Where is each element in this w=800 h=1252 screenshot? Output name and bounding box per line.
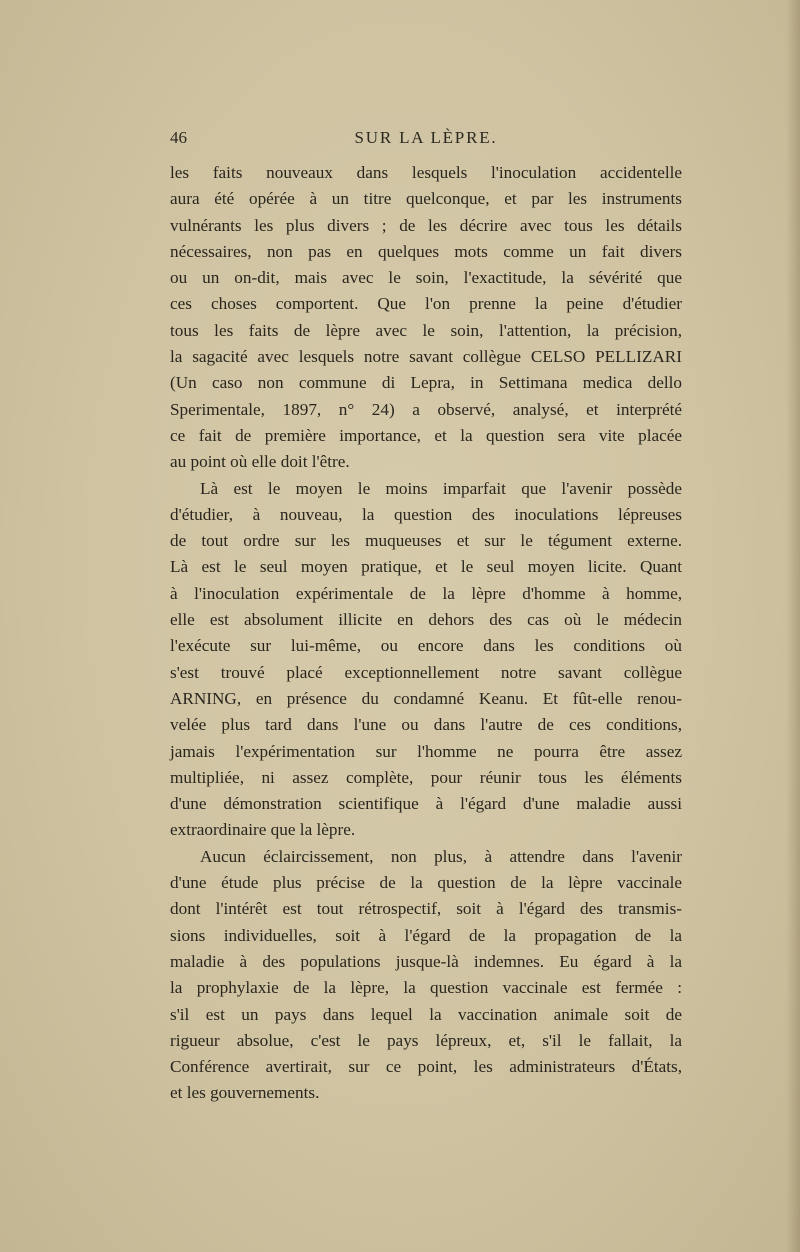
page-number: 46: [170, 128, 187, 147]
text-line: de tout ordre sur les muqueuses et sur le tégument externe.: [170, 531, 682, 551]
text-line: Là est le moyen le moins imparfait que l'avenir possède: [200, 478, 682, 498]
text-line: sions individuelles, soit à l'égard de la propagation de la: [170, 925, 682, 945]
text-line: elle est absolument illicite en dehors des cas où le médecin: [170, 610, 682, 630]
text-line: dont l'intérêt est tout rétrospectif, soit à l'égard des transmis-: [170, 899, 682, 919]
text-line: ou un on-dit, mais avec le soin, l'exactitude, la sévérité que: [170, 268, 682, 288]
text-line: multipliée, ni assez complète, pour réunir tous les éléments: [170, 767, 682, 787]
text-line: nécessaires, non pas en quelques mots comme un fait divers: [170, 241, 682, 261]
text-line: ce fait de première importance, et la question sera vite placée: [170, 425, 682, 445]
page-edge-shadow: [786, 0, 800, 1252]
text-line: à l'inoculation expérimentale de la lèpre d'homme à homme,: [170, 583, 682, 603]
text-line: rigueur absolue, c'est le pays lépreux, et, s'il le fallait, la: [170, 1030, 682, 1050]
text-line: extraordinaire que la lèpre.: [170, 820, 356, 840]
page-header: [170, 128, 682, 152]
text-line: au point où elle doit l'être.: [170, 452, 350, 472]
text-line: la prophylaxie de la lèpre, la question vaccinale est fermée :: [170, 978, 682, 998]
text-line: ARNING, en présence du condamné Keanu. Et fût-elle renou-: [170, 688, 682, 708]
text-line: les faits nouveaux dans lesquels l'inoculation accidentelle: [170, 163, 682, 182]
body-text: [170, 160, 682, 1107]
text-line: Sperimentale, 1897, n° 24) a observé, analysé, et interprété: [170, 399, 682, 419]
text-line: velée plus tard dans l'une ou dans l'autre de ces conditions,: [170, 715, 682, 735]
text-line: l'exécute sur lui-même, ou encore dans les conditions où: [170, 636, 682, 656]
text-line: jamais l'expérimentation sur l'homme ne pourra être assez: [170, 741, 682, 761]
text-line: Là est le seul moyen pratique, et le seul moyen licite. Quant: [170, 557, 682, 577]
text-line: et les gouvernements.: [170, 1083, 320, 1103]
text-line: vulnérants les plus divers ; de les décrire avec tous les détails: [170, 215, 682, 235]
running-head: SUR LA LÈPRE.: [354, 128, 498, 147]
text-line: d'étudier, à nouveau, la question des inoculations lépreuses: [170, 504, 682, 524]
text-line: tous les faits de lèpre avec le soin, l'attention, la précision,: [170, 320, 682, 340]
text-line: s'il est un pays dans lequel la vaccination animale soit de: [170, 1004, 682, 1024]
text-line: d'une étude plus précise de la question de la lèpre vaccinale: [170, 873, 682, 893]
text-line: Aucun éclaircissement, non plus, à attendre dans l'avenir: [200, 846, 682, 866]
text-line: d'une démonstration scientifique à l'égard d'une maladie aussi: [170, 794, 682, 814]
text-line: maladie à des populations jusque-là indemnes. Eu égard à la: [170, 951, 682, 971]
text-line: la sagacité avec lesquels notre savant collègue CELSO PELLIZARI: [170, 347, 682, 367]
text-line: (Un caso non commune di Lepra, in Settimana medica dello: [170, 373, 682, 393]
text-line: ces choses comportent. Que l'on prenne la peine d'étudier: [170, 294, 682, 314]
text-line: aura été opérée à un titre quelconque, et par les instruments: [170, 189, 682, 209]
text-line: Conférence avertirait, sur ce point, les administrateurs d'États,: [170, 1057, 682, 1077]
text-line: s'est trouvé placé exceptionnellement notre savant collègue: [170, 662, 682, 682]
